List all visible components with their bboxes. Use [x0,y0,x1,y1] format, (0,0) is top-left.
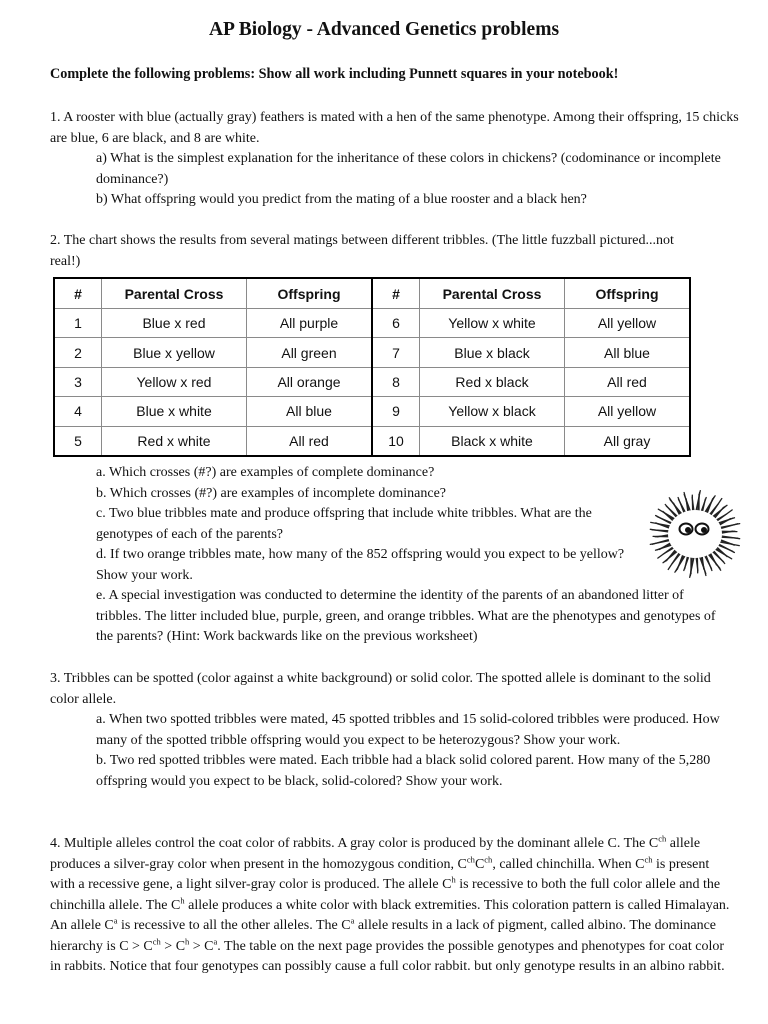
question-2-parts [96,463,716,648]
cell-offspring: All blue [565,338,691,367]
header-num: # [54,278,102,309]
instructions: Complete the following problems: Show all work including Punnett squares in your notebook! [50,66,619,82]
cell-offspring: All orange [247,367,373,396]
cell-num: 5 [54,426,102,456]
cell-cross: Blue x white [102,397,247,426]
cell-offspring: All red [565,367,691,396]
cell-num: 9 [372,397,420,426]
table-row [54,397,690,426]
cell-num: 8 [372,367,420,396]
question-2c: c. Two blue tribbles mate and produce offspring that include white tribbles. What are the genotypes of each of the parents? [96,506,592,542]
table-header-row [54,278,690,309]
table-row [54,426,690,456]
question-4: 4. Multiple alleles control the coat color of rabbits. A gray color is produced by the dominant allele C. The $C^{ch}$ allele produces a silver-gray color when present in the homozygous condition, $C^{ch}C^{ch}$, called chinchilla. When $C^{ch}$ is present with a recessive gene, a light silver-gray color is produced. The allele $C^h$ is recessive to both the full color allele and the chinchilla allele. The $C^h$ allele produces a white color with black extremities. This coloration pattern is called Himalayan. An allele $C^a$ is recessive to all the other alleles. The $C^a$ allele results in a lack of pigment, called albino. The dominance hierarchy is $C > C^{ch} > C^h > C^a$. The table on the next page provides the possible genotypes and phenotypes for coat color in rabbits. Notice that four genotypes can possibly cause a full color rabbit. but only genotype results in an albino rabbit. [50,833,730,974]
cell-offspring: All yellow [565,397,691,426]
cell-cross: Blue x red [102,309,247,338]
tribble-crosses-table [53,277,691,457]
tribble-fuzzball-icon [647,486,743,582]
cell-cross: Blue x yellow [102,338,247,367]
table-row [54,367,690,396]
cell-cross: Blue x black [420,338,565,367]
question-1a: a) What is the simplest explanation for the inheritance of these colors in chickens? (codominance or incomplete dominance?) [96,151,721,187]
header-parental-cross: Parental Cross [102,278,247,309]
cell-offspring: All gray [565,426,691,456]
question-3-parts [96,710,736,792]
question-1-parts [96,149,736,211]
cell-num: 2 [54,338,102,367]
table-row [54,309,690,338]
cell-num: 3 [54,367,102,396]
cell-cross: Yellow x black [420,397,565,426]
cell-cross: Yellow x white [420,309,565,338]
cell-num: 10 [372,426,420,456]
question-1: 1. A rooster with blue (actually gray) feathers is mated with a hen of the same phenotype. Among their offspring, 15 chicks are blue, 6 are black, and 8 are white. [50,110,739,146]
cell-cross: Yellow x red [102,367,247,396]
table-row [54,338,690,367]
cell-num: 4 [54,397,102,426]
question-3b: b. Two red spotted tribbles were mated. Each tribble had a black solid colored parent. How many of the 5,280 offspring would you expect to be black, solid-colored? Show your work. [96,753,711,789]
header-parental-cross-2: Parental Cross [420,278,565,309]
cell-num: 7 [372,338,420,367]
question-2a: a. Which crosses (#?) are examples of complete dominance? [96,465,435,480]
cell-offspring: All blue [247,397,373,426]
cell-num: 6 [372,309,420,338]
cell-offspring: All yellow [565,309,691,338]
cell-offspring: All red [247,426,373,456]
header-offspring: Offspring [247,278,373,309]
cell-cross: Red x white [102,426,247,456]
cell-num: 1 [54,309,102,338]
cell-cross: Red x black [420,367,565,396]
question-1b: b) What offspring would you predict from the mating of a blue rooster and a black hen? [96,192,587,207]
cell-offspring: All purple [247,309,373,338]
cell-cross: Black x white [420,426,565,456]
header-num-2: # [372,278,420,309]
question-2d: d. If two orange tribbles mate, how many of the 852 offspring would you expect to be yellow? Show your work. [96,547,625,583]
cell-offspring: All green [247,338,373,367]
page-title: AP Biology - Advanced Genetics problems [208,19,560,40]
question-3: 3. Tribbles can be spotted (color against a white background) or solid color. The spotted allele is dominant to the solid color allele. [50,671,711,707]
header-offspring-2: Offspring [565,278,691,309]
question-3a: a. When two spotted tribbles were mated, 45 spotted tribbles and 15 solid-colored tribbles were produced. How many of the spotted tribble offspring would you expect to be heterozygous? Show your work. [96,712,720,748]
question-2b: b. Which crosses (#?) are examples of incomplete dominance? [96,485,446,501]
question-2e: e. A special investigation was conducted to determine the identity of the parents of an abandoned litter of tribbles. The litter included blue, purple, green, and orange tribbles. What are the phenotypes and genotypes of the parents? (Hint: Work backwards like on the previous worksheet) [96,588,716,644]
question-2: 2. The chart shows the results from several matings between different tribbles. (The little fuzzball pictured...not real!) [50,233,674,269]
